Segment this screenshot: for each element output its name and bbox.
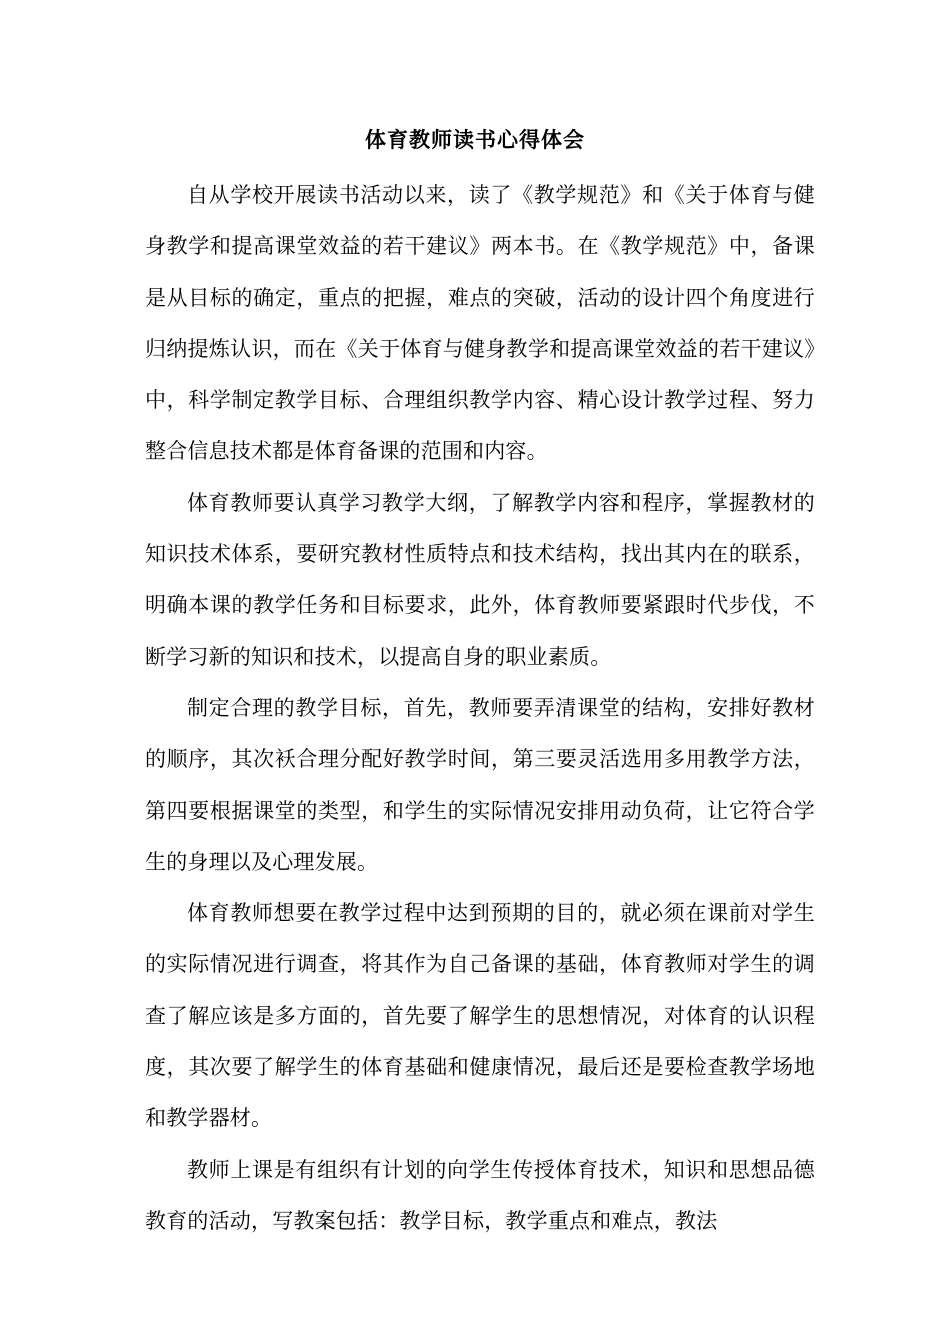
paragraph: 制定合理的教学目标，首先，教师要弄清课堂的结构，安排好教材的顺序，其次袄合理分配好教学时间，第三要灵活选用多用教学方法，第四要根据课堂的类型，和学生的实际情况安排用动负荷，让它符合学生的身理以及心理发展。 — [145, 695, 815, 874]
paragraph: 体育教师想要在教学过程中达到预期的目的，就必须在课前对学生的实际情况进行调查，将其作为自己备课的基础，体育教师对学生的调查了解应该是多方面的，首先要了解学生的思想情况，对体育的认识程度，其次要了解学生的体育基础和健康情况，最后还是要检查教学场地和教学器材。 — [145, 901, 815, 1131]
paragraph: 教师上课是有组织有计划的向学生传授体育技术，知识和思想品德教育的活动，写教案包括：教学目标，教学重点和难点，教法 — [145, 1157, 815, 1233]
document-body — [145, 170, 815, 1247]
paragraph: 体育教师要认真学习教学大纲，了解教学内容和程序，掌握教材的知识技术体系，要研究教材性质特点和技术结构，找出其内在的联系，明确本课的教学任务和目标要求，此外，体育教师要紧跟时代步伐，不断学习新的知识和技术，以提高自身的职业素质。 — [145, 490, 815, 669]
paragraph: 自从学校开展读书活动以来，读了《教学规范》和《关于体育与健身教学和提高课堂效益的若干建议》两本书。在《教学规范》中，备课是从目标的确定，重点的把握，难点的突破，活动的设计四个角度进行归纳提炼认识，而在《关于体育与健身教学和提高课堂效益的若干建议》中，科学制定教学目标、合理组织教学内容、精心设计教学过程、努力整合信息技术都是体育备课的范围和内容。 — [145, 183, 815, 464]
document-title: 体育教师读书心得体会 — [365, 127, 585, 152]
